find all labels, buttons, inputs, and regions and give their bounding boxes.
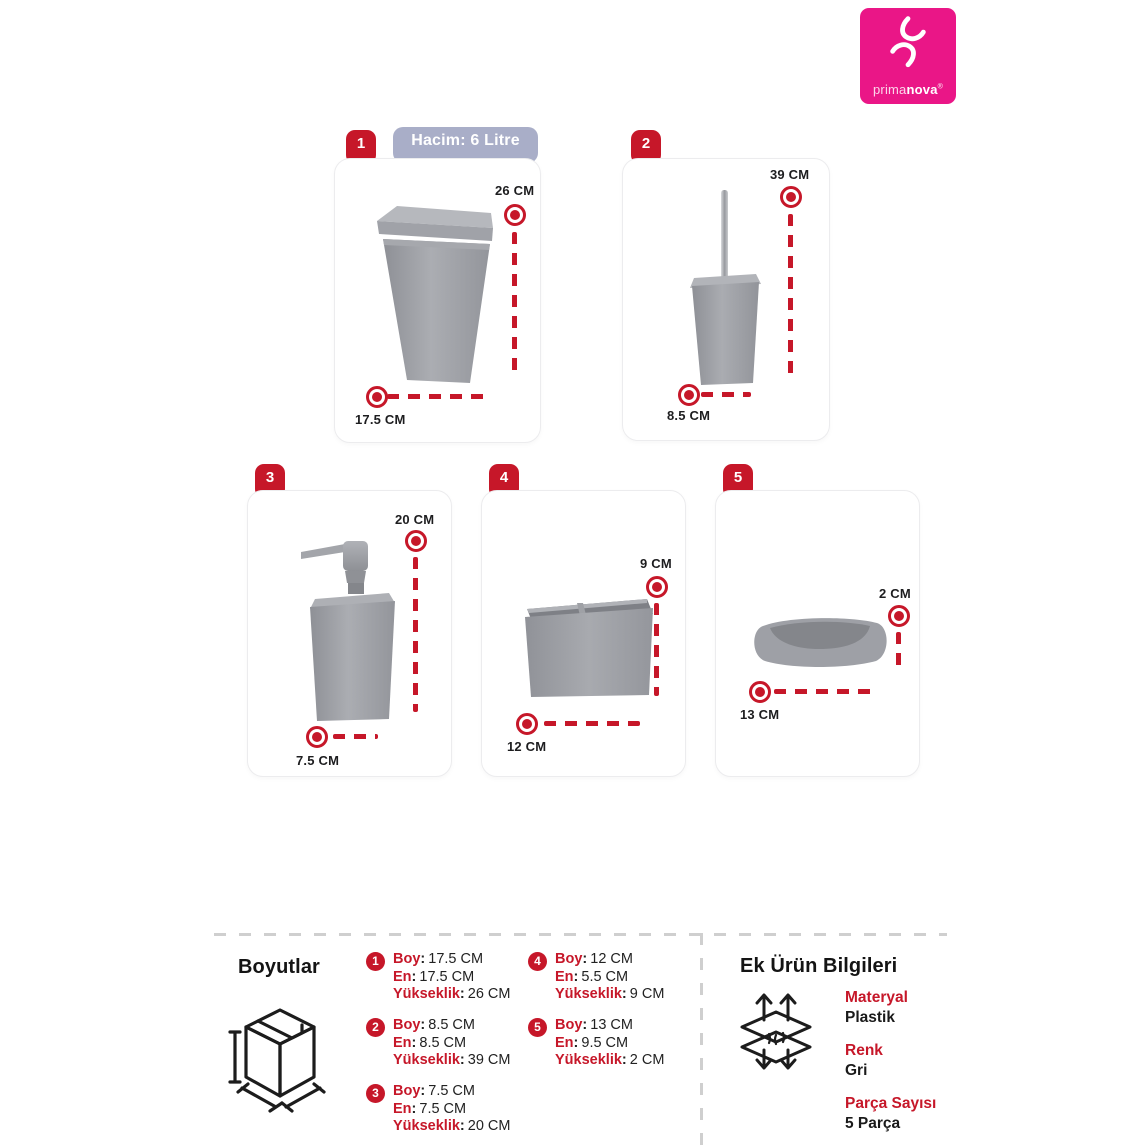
trash-bin-image — [372, 199, 502, 389]
info-label: Renk — [845, 1042, 883, 1059]
brand-logo — [860, 8, 956, 104]
product-card-2 — [622, 158, 830, 441]
dim-line-yukseklik: Yükseklik: 9 CM — [555, 986, 665, 1002]
height-dashed-line — [512, 232, 517, 377]
dim-line-en: En: 5.5 CM — [555, 968, 629, 985]
dimension-item-number: 1 — [366, 952, 385, 971]
logo-text-light: prima — [872, 82, 907, 97]
width-label: 8.5 CM — [667, 408, 711, 423]
dimension-target-icon — [678, 384, 700, 406]
width-label: 13 CM — [740, 707, 780, 722]
divider-vertical-dashed — [700, 933, 703, 1148]
soap-dispenser-image — [296, 531, 411, 723]
height-label: 2 CM — [879, 586, 911, 601]
dimension-item-3 — [366, 1083, 536, 1136]
info-label: Materyal — [845, 989, 908, 1006]
dim-line-en: En: 17.5 CM — [393, 968, 475, 985]
width-label: 7.5 CM — [296, 753, 340, 768]
info-row-piece-count — [845, 1094, 1015, 1134]
dim-value: 8.5 CM — [428, 1017, 475, 1033]
dim-value: 2 CM — [629, 1052, 665, 1068]
card-number-badge-4: 4 — [489, 464, 519, 498]
info-rows — [845, 988, 1015, 1147]
dim-line-boy: Boy: 13 CM — [555, 1017, 633, 1033]
product-card-1 — [334, 158, 541, 443]
dimension-target-icon — [504, 204, 526, 226]
dim-line-en: En: 9.5 CM — [555, 1034, 629, 1051]
dim-value: 17.5 CM — [419, 968, 475, 985]
card-number-badge-5: 5 — [723, 464, 753, 498]
dim-value: 8.5 CM — [419, 1034, 467, 1051]
card-number-badge-3: 3 — [255, 464, 285, 498]
primanova-swoosh-icon — [876, 10, 940, 76]
toilet-brush-image — [665, 186, 785, 391]
info-label: Parça Sayısı — [845, 1095, 937, 1112]
dimension-item-number: 3 — [366, 1084, 385, 1103]
height-label: 20 CM — [395, 512, 435, 527]
logo-registered-mark: ® — [937, 83, 944, 91]
info-value: Plastik — [845, 1009, 895, 1026]
dim-value: 26 CM — [467, 986, 511, 1002]
dimension-item-4 — [528, 951, 698, 1004]
dimension-item-1 — [366, 951, 536, 1004]
dimension-item-number: 4 — [528, 952, 547, 971]
soap-dish-image — [749, 609, 889, 671]
dimensions-column-2 — [528, 951, 698, 1083]
material-layers-arrows-icon — [736, 988, 816, 1074]
toothbrush-holder-image — [520, 589, 655, 701]
dim-value: 17.5 CM — [428, 951, 484, 967]
package-box-dimensions-icon — [228, 1002, 328, 1120]
card-number-badge-2: 2 — [631, 130, 661, 164]
width-dashed-line — [544, 721, 640, 726]
info-row-material — [845, 988, 1015, 1028]
height-label: 26 CM — [495, 183, 535, 198]
dimension-item-2 — [366, 1017, 536, 1070]
dim-line-en: En: 7.5 CM — [393, 1100, 467, 1117]
product-card-5 — [715, 490, 920, 777]
dim-line-boy: Boy: 7.5 CM — [393, 1083, 475, 1099]
product-card-4 — [481, 490, 686, 777]
dim-value: 7.5 CM — [419, 1100, 467, 1117]
dimension-target-icon — [366, 386, 388, 408]
height-dashed-line — [413, 557, 418, 712]
info-value: Gri — [845, 1062, 868, 1079]
product-card-3 — [247, 490, 452, 777]
dimensions-title: Boyutlar — [238, 956, 320, 978]
dim-value: 9 CM — [629, 986, 665, 1002]
dim-value: 39 CM — [467, 1052, 511, 1068]
dimension-item-number: 5 — [528, 1018, 547, 1037]
divider-horizontal-dashed — [214, 933, 947, 936]
dimension-item-number: 2 — [366, 1018, 385, 1037]
info-title: Ek Ürün Bilgileri — [740, 955, 898, 977]
dim-value: 7.5 CM — [428, 1083, 475, 1099]
dim-line-yukseklik: Yükseklik: 26 CM — [393, 986, 511, 1002]
dim-line-boy: Boy: 17.5 CM — [393, 951, 484, 967]
logo-wordmark — [860, 82, 956, 97]
info-value: 5 Parça — [845, 1115, 901, 1132]
width-dashed-line — [774, 689, 876, 694]
dim-line-yukseklik: Yükseklik: 20 CM — [393, 1118, 511, 1134]
dimension-target-icon — [646, 576, 668, 598]
height-label: 9 CM — [640, 556, 672, 571]
card-number-badge-1: 1 — [346, 130, 376, 164]
dim-line-boy: Boy: 12 CM — [555, 951, 633, 967]
dim-value: 20 CM — [467, 1118, 511, 1134]
dim-line-boy: Boy: 8.5 CM — [393, 1017, 475, 1033]
dimension-item-5 — [528, 1017, 698, 1070]
dim-line-yukseklik: Yükseklik: 2 CM — [555, 1052, 665, 1068]
width-dashed-line — [333, 734, 378, 739]
dimensions-column-1 — [366, 951, 536, 1148]
height-dashed-line — [788, 214, 793, 379]
width-dashed-line — [701, 392, 751, 397]
dim-value: 5.5 CM — [581, 968, 629, 985]
width-label: 12 CM — [507, 739, 547, 754]
volume-badge: Hacim: 6 Litre — [393, 127, 538, 163]
dimension-target-icon — [780, 186, 802, 208]
dim-value: 9.5 CM — [581, 1034, 629, 1051]
dimension-target-icon — [516, 713, 538, 735]
dimension-target-icon — [888, 605, 910, 627]
dim-line-yukseklik: Yükseklik: 39 CM — [393, 1052, 511, 1068]
width-dashed-line — [387, 394, 492, 399]
height-label: 39 CM — [770, 167, 810, 182]
dim-line-en: En: 8.5 CM — [393, 1034, 467, 1051]
dimension-target-icon — [405, 530, 427, 552]
dimension-target-icon — [749, 681, 771, 703]
height-dashed-line — [654, 603, 659, 696]
info-row-color — [845, 1041, 1015, 1081]
dim-value: 12 CM — [590, 951, 633, 967]
width-label: 17.5 CM — [355, 412, 406, 427]
height-dashed-line — [896, 632, 901, 671]
dim-value: 13 CM — [590, 1017, 633, 1033]
dimension-target-icon — [306, 726, 328, 748]
logo-text-bold: nova — [906, 82, 938, 97]
